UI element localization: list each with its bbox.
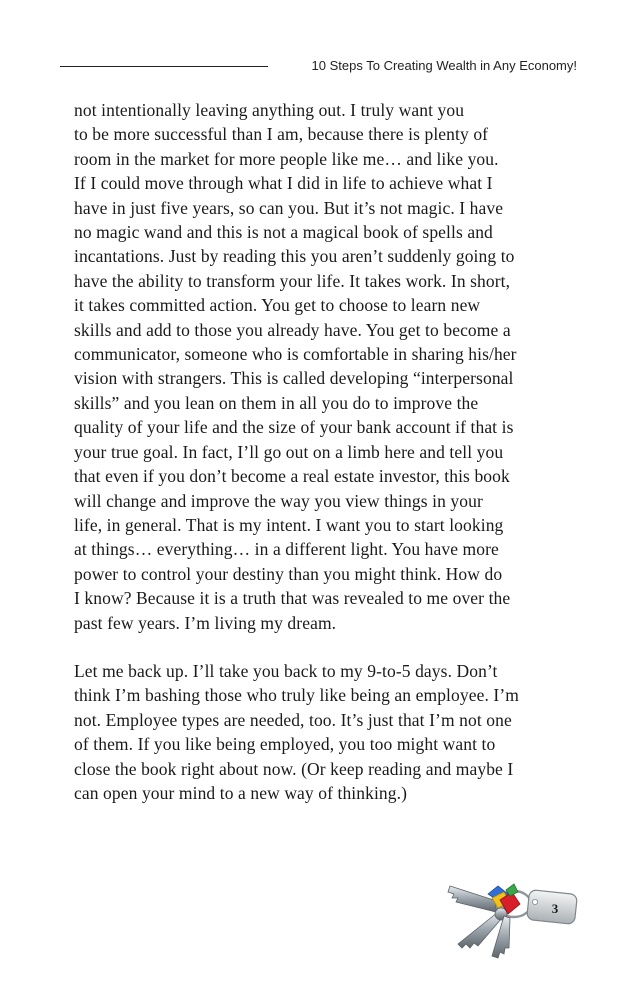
header-rule [60, 66, 268, 67]
text-line: to be more successful than I am, because there is plenty of [74, 124, 489, 145]
text-line: will change and improve the way you view things in your [74, 490, 483, 511]
keys-icon [438, 868, 580, 960]
text-line: have the ability to transform your life. It takes work. In short, [74, 270, 511, 291]
text-line: power to control your destiny than you might think. How do [74, 563, 503, 584]
text-line: it takes committed action. You get to choose to learn new [74, 295, 481, 316]
text-line: think I’m bashing those who truly like being an employee. I’m [74, 685, 519, 706]
text-line: at things… everything… in a different light. You have more [74, 539, 499, 560]
text-line: past few years. I’m living my dream. [74, 612, 337, 633]
text-line: skills” and you lean on them in all you do to improve the [74, 392, 479, 413]
text-line: can open your mind to a new way of thinking.) [74, 782, 408, 803]
text-line: of them. If you like being employed, you too might want to [74, 734, 496, 755]
text-line: I know? Because it is a truth that was revealed to me over the [74, 588, 511, 609]
book-title: 10 Steps To Creating Wealth in Any Economy! [311, 58, 577, 73]
text-line: your true goal. In fact, I’ll go out on a limb here and tell you [74, 441, 504, 462]
page-number: 3 [551, 901, 559, 916]
paragraph-1 [74, 98, 574, 635]
text-line: quality of your life and the size of your bank account if that is [74, 417, 514, 438]
text-line: have in just five years, so can you. But it’s not magic. I have [74, 197, 504, 218]
text-line: no magic wand and this is not a magical book of spells and [74, 222, 493, 243]
text-line: life, in general. That is my intent. I want you to start looking [74, 514, 504, 535]
body-text [74, 98, 574, 805]
text-line: incantations. Just by reading this you aren’t suddenly going to [74, 246, 515, 267]
paragraph-2 [74, 659, 574, 805]
text-line: room in the market for more people like me… and like you. [74, 148, 499, 169]
text-line: Let me back up. I’ll take you back to my 9-to-5 days. Don’t [74, 660, 498, 681]
text-line: not. Employee types are needed, too. It’s just that I’m not one [74, 709, 512, 730]
text-line: not intentionally leaving anything out. I truly want you [74, 100, 465, 120]
paragraph-spacer [74, 635, 574, 659]
text-line: close the book right about now. (Or keep reading and maybe I [74, 758, 514, 779]
text-line: skills and add to those you already have. You get to become a [74, 319, 511, 340]
text-line: that even if you don’t become a real estate investor, this book [74, 466, 510, 487]
text-line: communicator, someone who is comfortable in sharing his/her [74, 344, 517, 365]
text-line: If I could move through what I did in life to achieve what I [74, 173, 493, 194]
text-line: vision with strangers. This is called developing “interpersonal [74, 368, 514, 389]
key-tag [527, 890, 578, 925]
running-header [60, 52, 580, 82]
